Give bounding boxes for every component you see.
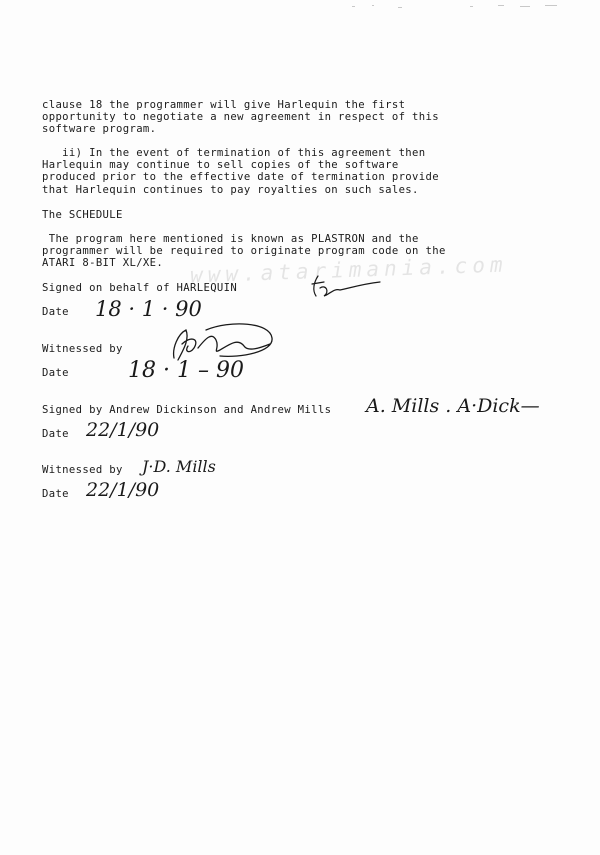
witness-signature-2: J·D. Mills [142,457,216,476]
date-value-2: 18 · 1 – 90 [128,358,244,383]
witnessed-label-1: Witnessed by [42,343,123,355]
watermark: www.atarimania.com [189,252,508,288]
schedule-line-2: programmer will be required to originate program code on the [42,245,446,257]
signed-programmers-label: Signed by Andrew Dickinson and Andrew Mills [42,404,332,416]
paragraph-2-line-2: Harlequin may continue to sell copies of the software [42,159,399,171]
programmer-signatures: A. Mills . A·Dick— [366,395,540,417]
signed-harlequin-label: Signed on behalf of HARLEQUIN [42,282,238,294]
schedule-heading: The SCHEDULE [42,209,123,221]
date-label-3: Date [42,428,69,440]
date-value-3: 22/1/90 [86,419,160,441]
scan-noise [0,0,600,20]
paragraph-2-line-3: produced prior to the effective date of termination provide [42,171,439,183]
harlequin-signature [300,270,390,306]
date-value-1: 18 · 1 · 90 [95,297,202,321]
schedule-line-1: The program here mentioned is known as PLASTRON and the [42,233,419,245]
date-label-4: Date [42,488,69,500]
paragraph-2-line-1: ii) In the event of termination of this agreement then [42,147,426,159]
schedule-line-3: ATARI 8-BIT XL/XE. [42,257,164,269]
witnessed-label-2: Witnessed by [42,464,123,476]
date-value-4: 22/1/90 [86,479,160,501]
paragraph-1-line-3: software program. [42,123,157,135]
paragraph-2-line-4: that Harlequin continues to pay royalties on such sales. [42,184,419,196]
paragraph-1-line-2: opportunity to negotiate a new agreement in respect of this [42,111,439,123]
paragraph-1-line-1: clause 18 the programmer will give Harlequin the first [42,99,406,111]
date-label-2: Date [42,367,69,379]
date-label-1: Date [42,306,69,318]
